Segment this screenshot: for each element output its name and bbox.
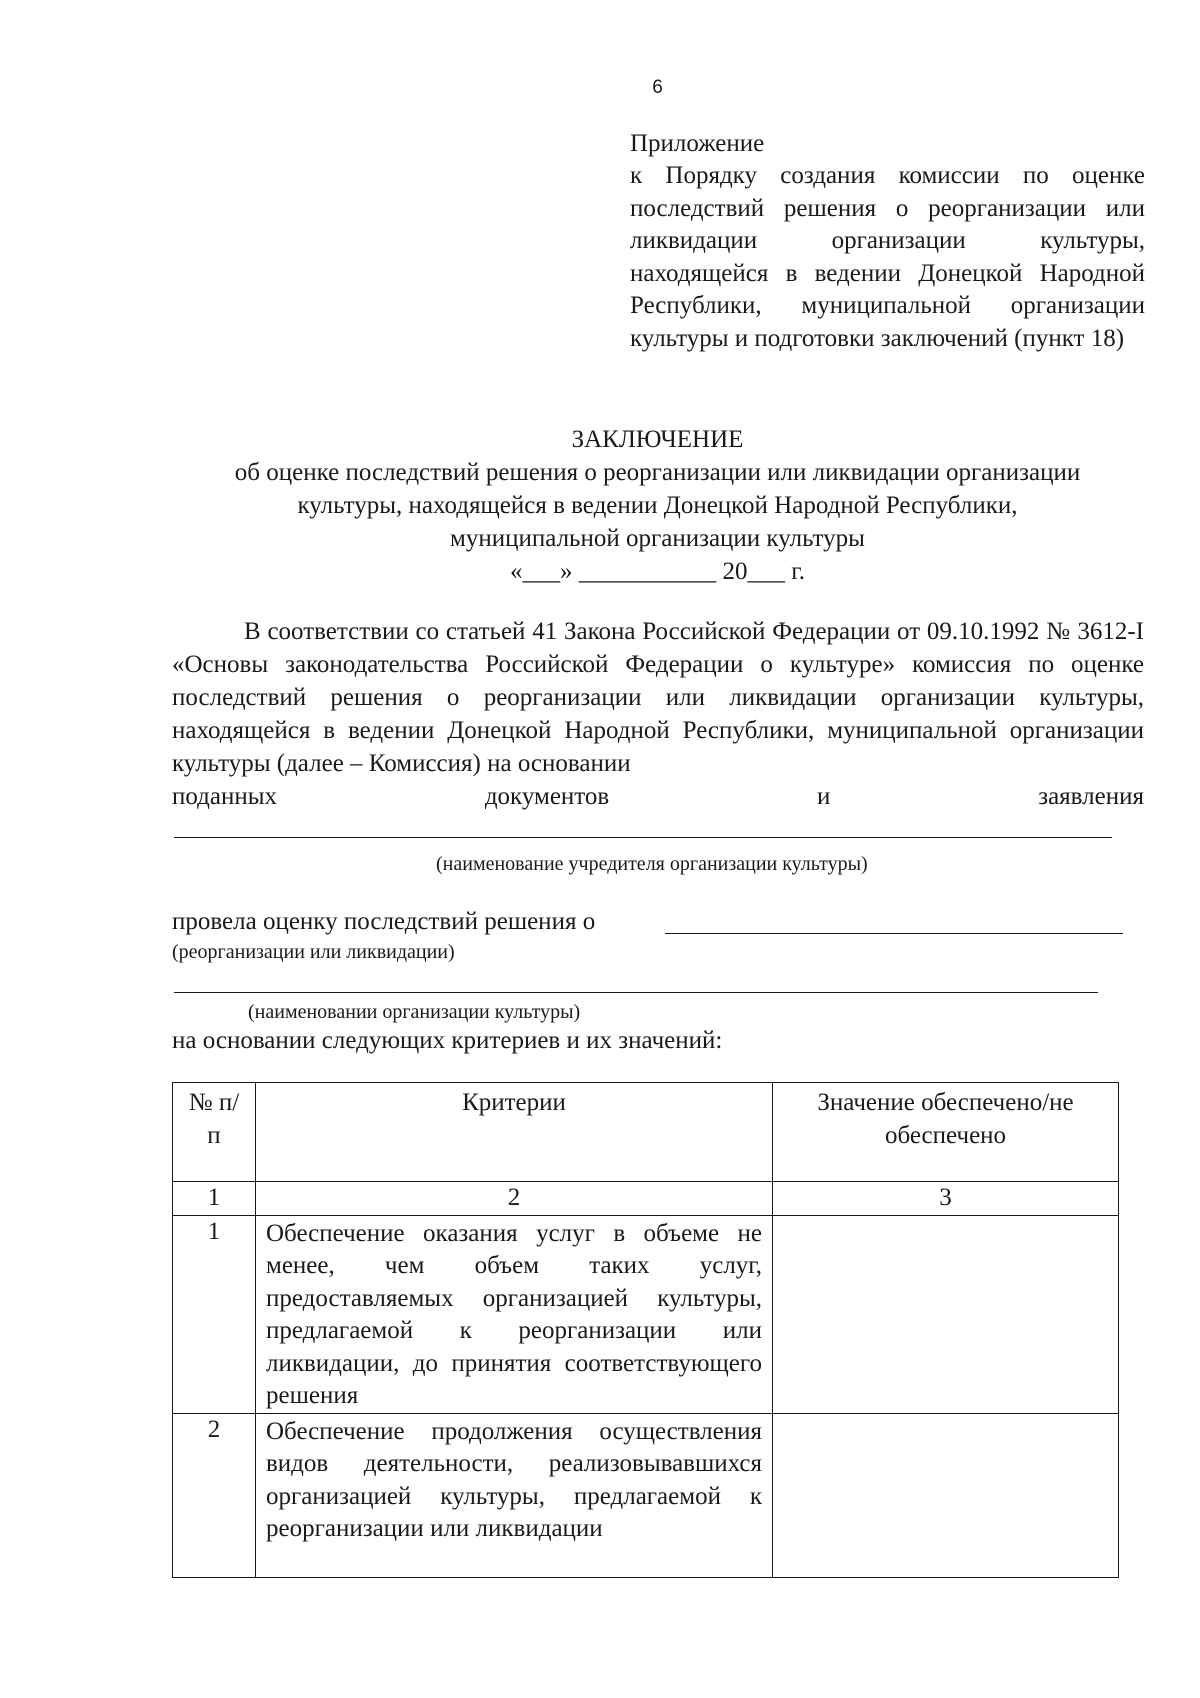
row-criterion: [256, 1413, 773, 1577]
appendix-text: к Порядку создания комиссии по оценке последствий решения о реорганизации или ликвидации организации культуры, находящейся в ведении Донецкой Народной Республики, муниципальной организации культуры и подготовки заключений (пункт 18): [630, 162, 1145, 352]
document-heading: [170, 423, 1145, 588]
header-number-text: № п/п: [188, 1089, 240, 1149]
table-row: [173, 1413, 1119, 1577]
intro-word-3: и: [817, 783, 831, 810]
organization-caption: (наименовании организации культуры): [248, 1001, 581, 1023]
document-subtitle-line-2: культуры, находящейся в ведении Донецкой Народной Республики,: [297, 492, 1018, 519]
organization-fill-line[interactable]: [174, 992, 1098, 993]
column-number-3: 3: [773, 1182, 1119, 1216]
table-header-row: [173, 1083, 1119, 1182]
row-criterion-text: Обеспечение продолжения осуществления видов деятельности, реализовывавшихся организацией культуры, предлагаемой к реорганизации или ликвидации: [266, 1417, 762, 1542]
document-subtitle-line-3: муниципальной организации культуры: [450, 525, 865, 552]
header-criteria-text: Критерии: [462, 1089, 566, 1116]
appendix-title: Приложение: [630, 130, 765, 157]
page-number: 6: [652, 77, 663, 98]
intro-text: В соответствии со статьей 41 Закона Российской Федерации от 09.10.1992 № 3612-I «Основы законодательства Российской Федерации о культуре» комиссия по оценке последствий решения о реорганизации или ликвидации организации культуры, находящейся в ведении Донецкой Народной Республики, муниципальной организации культуры (далее – Комиссия) на основании: [172, 618, 1144, 777]
document-date-line: «___» ___________ 20___ г.: [510, 558, 805, 585]
intro-word-1: поданных: [172, 783, 278, 810]
row-criterion: [256, 1215, 773, 1413]
row-number: 1: [173, 1215, 256, 1413]
row-value-cell[interactable]: [773, 1413, 1119, 1577]
header-number: [173, 1083, 256, 1182]
decision-fill-line[interactable]: [665, 933, 1123, 934]
column-number-1: 1: [173, 1182, 256, 1216]
intro-last-line: [172, 780, 1144, 813]
row-value-cell[interactable]: [773, 1215, 1119, 1413]
intro-paragraph: [172, 615, 1144, 813]
column-number-row: [173, 1182, 1119, 1216]
header-criteria: [256, 1083, 773, 1182]
criteria-intro: на основании следующих критериев и их значений:: [172, 1027, 723, 1054]
row-criterion-text: Обеспечение оказания услуг в объеме не менее, чем объем таких услуг, предоставляемых организацией культуры, предлагаемой к реорганизации или ликвидации, до принятия соответствующего решения: [266, 1219, 762, 1409]
intro-word-2: документов: [484, 783, 610, 810]
column-number-2: 2: [256, 1182, 773, 1216]
table-row: [173, 1215, 1119, 1413]
criteria-table: [172, 1082, 1119, 1578]
header-value-text: Значение обеспечено/не обеспечено: [817, 1089, 1074, 1149]
header-value: [773, 1083, 1119, 1182]
intro-word-4: заявления: [1038, 783, 1144, 810]
document-subtitle-line-1: об оценке последствий решения о реорганизации или ликвидации организации: [234, 459, 1081, 486]
assessment-text: провела оценку последствий решения о: [172, 908, 596, 935]
decision-caption: (реорганизации или ликвидации): [172, 941, 455, 963]
founder-fill-line[interactable]: [174, 837, 1112, 838]
document-title: ЗАКЛЮЧЕНИЕ: [571, 426, 744, 453]
appendix-block: [630, 127, 1145, 355]
row-number: 2: [173, 1413, 256, 1577]
founder-caption: (наименование учредителя организации культуры): [436, 853, 868, 875]
